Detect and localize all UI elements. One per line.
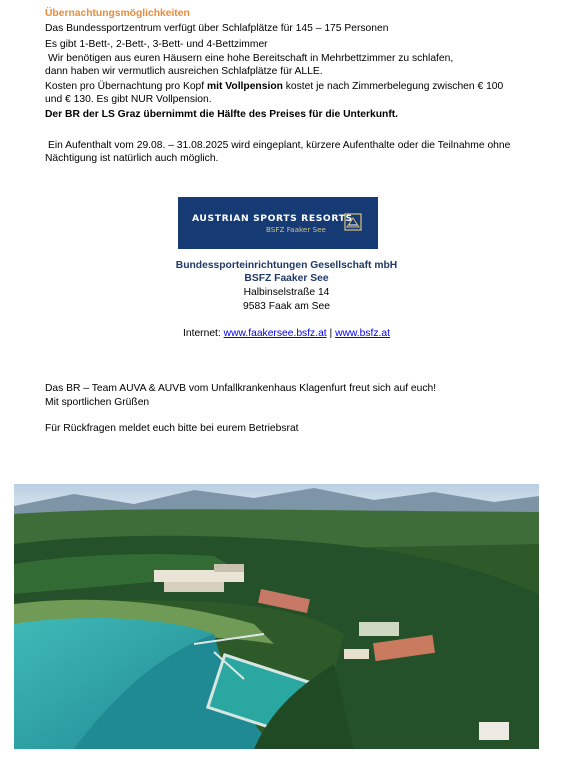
- text-line: dann haben wir vermutlich ausreichen Schlafplätze für ALLE.: [45, 66, 323, 77]
- cost-text: Kosten pro Übernachtung pro Kopf: [45, 81, 207, 92]
- bsfz-link[interactable]: www.bsfz.at: [335, 328, 390, 339]
- faakersee-link[interactable]: www.faakersee.bsfz.at: [223, 328, 327, 339]
- closing-line: Das BR – Team AUVA & AUVB vom Unfallkrankenhaus Klagenfurt freut sich auf euch!: [45, 383, 437, 394]
- greeting-line: Mit sportlichen Grüßen: [45, 397, 150, 408]
- text-line: Es gibt 1-Bett-, 2-Bett-, 3-Bett- und 4-Bettzimmer: [45, 39, 268, 50]
- logo-subtitle: BSFZ Faaker See: [266, 225, 326, 234]
- section-title: Übernachtungsmöglichkeiten: [45, 8, 190, 19]
- text-line: Nächtigung ist natürlich auch möglich.: [45, 153, 219, 164]
- cost-line: [45, 80, 503, 93]
- br-note: Der BR der LS Graz übernimmt die Hälfte des Preises für die Unterkunft.: [45, 109, 399, 120]
- facility-name: BSFZ Faaker See: [244, 273, 329, 284]
- org-name: Bundessporteinrichtungen Gesellschaft mbH: [175, 260, 398, 271]
- aerial-photo-resort: [14, 484, 539, 749]
- cost-text-end: kostet je nach Zimmerbelegung zwischen € 100: [282, 81, 504, 92]
- cost-highlight: mit Vollpension: [207, 81, 283, 92]
- text-line: Ein Aufenthalt vom 29.08. – 31.08.2025 wird eingeplant, kürzere Aufenthalte oder die Teilnahme ohne: [48, 140, 511, 151]
- resort-emblem-icon: [344, 213, 362, 231]
- internet-line: [0, 327, 573, 340]
- link-separator: |: [326, 328, 336, 339]
- street-address: Halbinselstraße 14: [243, 287, 330, 298]
- internet-label: Internet:: [183, 328, 224, 339]
- logo-title: AUSTRIAN SPORTS RESORTS: [192, 213, 353, 224]
- contact-note: Für Rückfragen meldet euch bitte bei eurem Betriebsrat: [45, 423, 299, 434]
- text-line: Das Bundessportzentrum verfügt über Schlafplätze für 145 – 175 Personen: [45, 23, 389, 34]
- text-line: Wir benötigen aus euren Häusern eine hohe Bereitschaft in Mehrbettzimmer zu schlafen,: [48, 53, 454, 64]
- text-line: und € 130. Es gibt NUR Vollpension.: [45, 94, 212, 105]
- austrian-sports-resorts-logo: [178, 197, 378, 249]
- city-address: 9583 Faak am See: [242, 301, 330, 312]
